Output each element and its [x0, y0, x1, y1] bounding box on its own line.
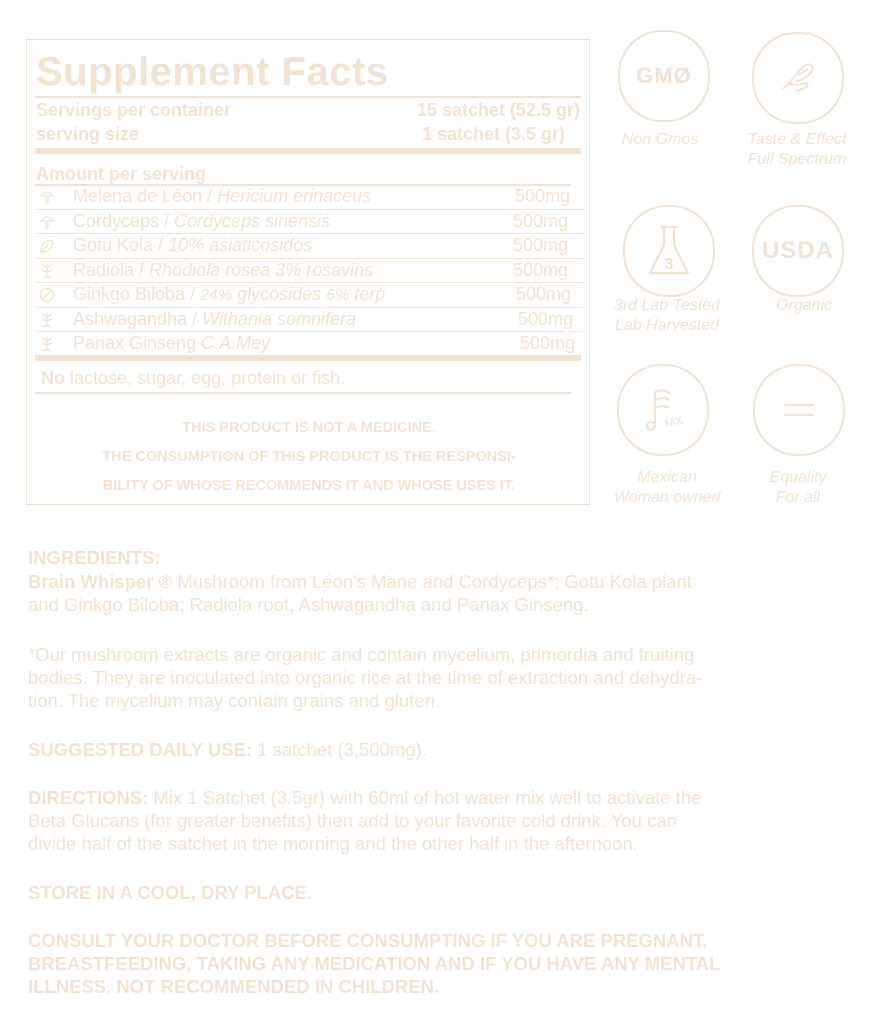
ingredient-row: [35, 332, 583, 357]
facts-title: Supplement Facts: [36, 50, 389, 94]
ingredient-row: [35, 308, 583, 333]
ingredient-latin: Cordyceps sinensis: [174, 210, 331, 231]
ingredient-row: [35, 210, 583, 235]
non-gmo-icon: GMØ: [618, 30, 710, 122]
ingredient-amount: 500mg: [512, 210, 568, 231]
serving-size-row: [36, 123, 565, 145]
warning-line: BILITY OF WHOSE RECOMMENDS IT AND WHOSE USES IT.: [102, 478, 516, 494]
supplement-facts-panel: [26, 39, 590, 505]
thick-divider: [35, 148, 581, 154]
ingredient-amount: 500mg: [517, 308, 573, 329]
ingredient-latin-percent: 6%: [326, 287, 350, 304]
ingredient-name: Gotu Kola /: [73, 235, 169, 255]
ingredient-name: Melena de Léon /: [73, 186, 218, 206]
ingredient-amount: 500mg: [519, 333, 575, 353]
ingredient-latin-percent: 24%: [200, 287, 233, 304]
consult-warning: CONSULT YOUR DOCTOR BEFORE CONSUMPTING IF YOU ARE PREGNANT, BREASTFEEDING, TAKING ANY MEDICATION AND IF YOU HAVE ANY MENTAL ILLNESS. NOT RECOMMENDED IN CHILDREN.: [28, 930, 721, 997]
usda-icon: USDA: [752, 205, 844, 297]
ingredient-row: [35, 234, 583, 259]
badge-label: Taste & Effect Full Spectrum: [747, 131, 847, 168]
ingredient-amount: 500mg: [514, 186, 570, 206]
leaf-icon: [39, 238, 55, 254]
servings-value: 15 satchet (52.5 gr): [416, 100, 580, 120]
amount-per-serving-label: Amount per serving: [36, 164, 207, 184]
allergen-divider: [35, 392, 571, 394]
badge-label: Non Gmos: [621, 131, 699, 148]
ingredients-heading: INGREDIENTS:: [28, 547, 161, 568]
servings-label: Servings per container: [36, 100, 232, 120]
leaf-icon: [39, 287, 55, 303]
ingredient-latin: glycosides: [232, 284, 327, 304]
ingredient-amount: 500mg: [512, 235, 568, 255]
hand-leaf-icon: [752, 32, 844, 124]
extract-note: *Our mushroom extracts are organic and contain mycelium, primordia and fruiting bodies. They are inoculated into organic rice at the time of extraction and dehydra- tion. The mycelium may contain grains and gluten.: [28, 644, 703, 711]
serving-size-value: 1 satchet (3.5 gr): [421, 124, 565, 144]
serving-size-label: serving size: [36, 124, 140, 144]
brand-name: Brain Whisper ®: [28, 571, 173, 592]
ingredient-latin: terp: [349, 284, 386, 304]
directions: DIRECTIONS: Mix 1 Satchet (3.5gr) with 60ml of hot water mix well to activate the Beta Glucans (for greater benefits) then add to your favorite cold drink. You can divide half of the satchet in the morning and the other half in the afternoon.: [28, 787, 702, 854]
thick-divider: [35, 355, 581, 361]
lab-flask-icon: [623, 205, 715, 297]
ingredient-row: [35, 259, 583, 284]
root-icon: [39, 312, 55, 328]
svg-text:3: 3: [664, 256, 674, 273]
svg-text:MX: MX: [663, 413, 685, 432]
warning-line: THE CONSUMPTION OF THIS PRODUCT IS THE RESPONSI-: [102, 449, 516, 465]
ingredient-amount: 500mg: [512, 259, 568, 280]
ingredient-row: [35, 185, 583, 210]
ingredient-name: Ashwagandha /: [73, 308, 203, 329]
ingredient-name: Ginkgo Biloba /: [73, 284, 201, 304]
ingredient-latin: Hericium erinaceus: [217, 186, 372, 206]
title-divider: [35, 96, 581, 98]
allergen-statement: [41, 367, 345, 389]
servings-row: [36, 99, 580, 121]
ingredient-row: [35, 283, 583, 308]
root-icon: [39, 263, 55, 279]
allergen-no: No: [41, 368, 65, 388]
ingredients-text: Brain Whisper ® Mushroom from Léon's Mane and Cordyceps*; Gotu Kola plant and Ginkgo Biloba; Radiola root, Ashwagandha and Panax Ginseng.: [28, 571, 692, 615]
ingredient-latin: 10% asiaticosidos: [168, 235, 313, 255]
mushroom-icon: [39, 189, 55, 205]
ingredient-amount: 500mg: [515, 284, 571, 304]
ingredient-latin: C.A.Mey: [201, 333, 271, 353]
ingredient-latin: Rhodiola rosea 3% rosavins: [149, 259, 374, 280]
ingredient-name: Cordyceps /: [73, 210, 175, 231]
daily-use: SUGGESTED DAILY USE: 1 satchet (3,500mg).: [28, 739, 427, 760]
equality-icon: [753, 364, 845, 456]
ingredient-name: Radiola /: [73, 259, 150, 280]
badge-label: Organic: [775, 297, 833, 314]
badge-label: Mexican Woman owned: [613, 469, 721, 506]
ingredient-name: Panax Ginseng: [73, 333, 202, 353]
storage-instruction: STORE IN A COOL, DRY PLACE.: [28, 882, 313, 903]
badge-label: Equality For all: [769, 469, 827, 506]
mexican-woman-icon: [617, 364, 709, 456]
warning-line: THIS PRODUCT IS NOT A MEDICINE.: [182, 420, 436, 436]
root-icon: [39, 336, 55, 352]
ingredient-latin: Withania somnifera: [202, 308, 356, 329]
badge-label: 3rd Lab Tested Lab Harvested: [613, 297, 721, 334]
allergen-text: lactose, sugar, egg, protein or fish.: [65, 368, 346, 388]
mushroom-icon: [39, 214, 55, 230]
